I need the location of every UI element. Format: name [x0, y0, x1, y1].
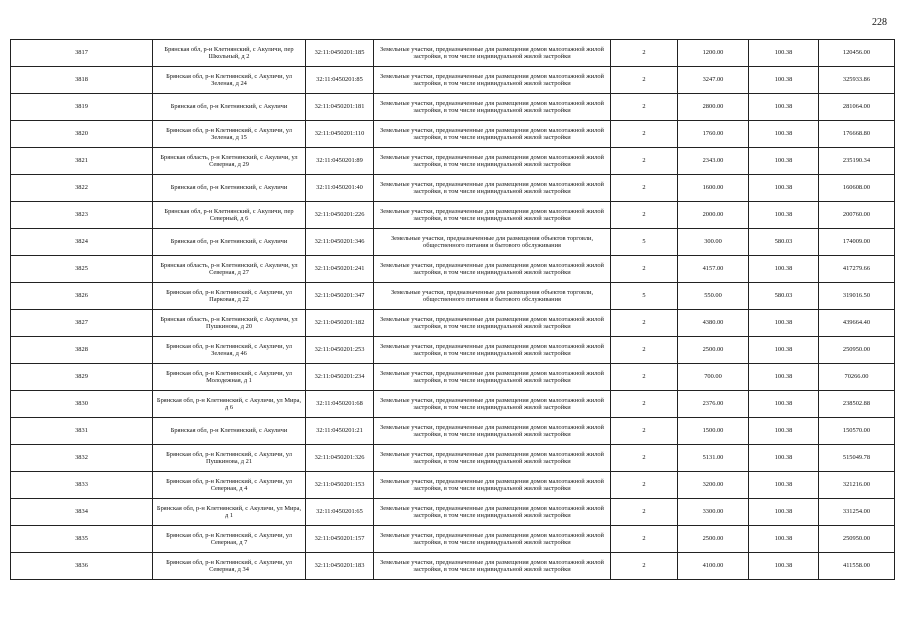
permitted-use-cell: Земельные участки, предназначенные для размещения домов малоэтажной жилой застройки, в том числе индивидуальной жилой застройки	[374, 364, 611, 391]
table-row	[11, 94, 895, 121]
area-cell: 1200.00	[678, 40, 749, 67]
category-cell: 5	[611, 229, 678, 256]
cadastral-number-cell: 32:11:0450201:182	[306, 310, 374, 337]
specific-value-cell: 100.38	[749, 256, 819, 283]
area-cell: 300.00	[678, 229, 749, 256]
category-cell: 2	[611, 175, 678, 202]
category-cell: 2	[611, 445, 678, 472]
table-row	[11, 283, 895, 310]
table-row	[11, 148, 895, 175]
row-number: 3824	[11, 229, 153, 256]
specific-value-cell: 100.38	[749, 337, 819, 364]
table-row	[11, 40, 895, 67]
row-number: 3822	[11, 175, 153, 202]
row-number: 3817	[11, 40, 153, 67]
cadastral-value-cell: 250950.00	[819, 526, 895, 553]
category-cell: 2	[611, 364, 678, 391]
cadastral-value-cell: 439664.40	[819, 310, 895, 337]
cadastral-number-cell: 32:11:0450201:65	[306, 499, 374, 526]
cadastral-number-cell: 32:11:0450201:40	[306, 175, 374, 202]
row-number: 3836	[11, 553, 153, 580]
cadastral-value-table	[10, 39, 895, 580]
area-cell: 700.00	[678, 364, 749, 391]
cadastral-value-cell: 319016.50	[819, 283, 895, 310]
category-cell: 2	[611, 553, 678, 580]
specific-value-cell: 100.38	[749, 202, 819, 229]
specific-value-cell: 100.38	[749, 310, 819, 337]
cadastral-value-cell: 281064.00	[819, 94, 895, 121]
cadastral-number-cell: 32:11:0450201:226	[306, 202, 374, 229]
row-number: 3823	[11, 202, 153, 229]
table-body	[11, 40, 895, 580]
address-cell: Брянская область, р-н Клетнянский, с Акуличи, ул Северная, д 29	[153, 148, 306, 175]
area-cell: 1760.00	[678, 121, 749, 148]
address-cell: Брянская обл, р-н Клетнянский, с Акуличи	[153, 175, 306, 202]
address-cell: Брянская обл, р-н Клетнянский, с Акуличи, пер Северный, д 6	[153, 202, 306, 229]
table-row	[11, 175, 895, 202]
area-cell: 3300.00	[678, 499, 749, 526]
address-cell: Брянская обл, р-н Клетнянский, с Акуличи, ул Пушкинова, д 21	[153, 445, 306, 472]
row-number: 3819	[11, 94, 153, 121]
table-row	[11, 337, 895, 364]
cadastral-value-cell: 120456.00	[819, 40, 895, 67]
table-row	[11, 310, 895, 337]
address-cell: Брянская обл, р-н Клетнянский, с Акуличи, ул Молодежная, д 1	[153, 364, 306, 391]
row-number: 3831	[11, 418, 153, 445]
row-number: 3832	[11, 445, 153, 472]
specific-value-cell: 100.38	[749, 499, 819, 526]
address-cell: Брянская обл, р-н Клетнянский, с Акуличи, ул Парковая, д 22	[153, 283, 306, 310]
table-row	[11, 526, 895, 553]
cadastral-number-cell: 32:11:0450201:85	[306, 67, 374, 94]
cadastral-number-cell: 32:11:0450201:241	[306, 256, 374, 283]
category-cell: 2	[611, 391, 678, 418]
address-cell: Брянская обл, р-н Клетнянский, с Акуличи, ул Зеленая, д 15	[153, 121, 306, 148]
permitted-use-cell: Земельные участки, предназначенные для размещения домов малоэтажной жилой застройки, в том числе индивидуальной жилой застройки	[374, 94, 611, 121]
permitted-use-cell: Земельные участки, предназначенные для размещения домов малоэтажной жилой застройки, в том числе индивидуальной жилой застройки	[374, 499, 611, 526]
cadastral-value-cell: 515049.78	[819, 445, 895, 472]
table-row	[11, 499, 895, 526]
cadastral-number-cell: 32:11:0450201:181	[306, 94, 374, 121]
table-row	[11, 67, 895, 94]
cadastral-value-cell: 150570.00	[819, 418, 895, 445]
specific-value-cell: 580.03	[749, 283, 819, 310]
area-cell: 2376.00	[678, 391, 749, 418]
category-cell: 2	[611, 67, 678, 94]
cadastral-value-cell: 325933.86	[819, 67, 895, 94]
area-cell: 4157.00	[678, 256, 749, 283]
area-cell: 2000.00	[678, 202, 749, 229]
cadastral-value-cell: 331254.00	[819, 499, 895, 526]
row-number: 3835	[11, 526, 153, 553]
row-number: 3818	[11, 67, 153, 94]
cadastral-number-cell: 32:11:0450201:253	[306, 337, 374, 364]
row-number: 3830	[11, 391, 153, 418]
address-cell: Брянская обл, р-н Клетнянский, с Акуличи	[153, 94, 306, 121]
cadastral-number-cell: 32:11:0450201:183	[306, 553, 374, 580]
specific-value-cell: 100.38	[749, 40, 819, 67]
cadastral-number-cell: 32:11:0450201:110	[306, 121, 374, 148]
permitted-use-cell: Земельные участки, предназначенные для размещения домов малоэтажной жилой застройки, в том числе индивидуальной жилой застройки	[374, 472, 611, 499]
area-cell: 2500.00	[678, 526, 749, 553]
address-cell: Брянская обл, р-н Клетнянский, с Акуличи, ул Мира, д 1	[153, 499, 306, 526]
specific-value-cell: 100.38	[749, 553, 819, 580]
row-number: 3833	[11, 472, 153, 499]
cadastral-number-cell: 32:11:0450201:153	[306, 472, 374, 499]
specific-value-cell: 100.38	[749, 121, 819, 148]
table-row	[11, 256, 895, 283]
table-row	[11, 391, 895, 418]
specific-value-cell: 100.38	[749, 445, 819, 472]
permitted-use-cell: Земельные участки, предназначенные для размещения домов малоэтажной жилой застройки, в том числе индивидуальной жилой застройки	[374, 40, 611, 67]
permitted-use-cell: Земельные участки, предназначенные для размещения объектов торговли, общественного питания и бытового обслуживания	[374, 283, 611, 310]
area-cell: 4100.00	[678, 553, 749, 580]
cadastral-value-cell: 411558.00	[819, 553, 895, 580]
address-cell: Брянская обл, р-н Клетнянский, с Акуличи, ул Северная, д 34	[153, 553, 306, 580]
table-row	[11, 121, 895, 148]
address-cell: Брянская обл, р-н Клетнянский, с Акуличи, ул Зеленая, д 24	[153, 67, 306, 94]
category-cell: 2	[611, 499, 678, 526]
specific-value-cell: 100.38	[749, 175, 819, 202]
category-cell: 2	[611, 337, 678, 364]
cadastral-value-cell: 200760.00	[819, 202, 895, 229]
permitted-use-cell: Земельные участки, предназначенные для размещения домов малоэтажной жилой застройки, в том числе индивидуальной жилой застройки	[374, 148, 611, 175]
category-cell: 5	[611, 283, 678, 310]
specific-value-cell: 100.38	[749, 67, 819, 94]
table-row	[11, 202, 895, 229]
permitted-use-cell: Земельные участки, предназначенные для размещения домов малоэтажной жилой застройки, в том числе индивидуальной жилой застройки	[374, 175, 611, 202]
area-cell: 4380.00	[678, 310, 749, 337]
cadastral-number-cell: 32:11:0450201:346	[306, 229, 374, 256]
permitted-use-cell: Земельные участки, предназначенные для размещения домов малоэтажной жилой застройки, в том числе индивидуальной жилой застройки	[374, 202, 611, 229]
specific-value-cell: 100.38	[749, 418, 819, 445]
table-row	[11, 445, 895, 472]
permitted-use-cell: Земельные участки, предназначенные для размещения домов малоэтажной жилой застройки, в том числе индивидуальной жилой застройки	[374, 553, 611, 580]
permitted-use-cell: Земельные участки, предназначенные для размещения домов малоэтажной жилой застройки, в том числе индивидуальной жилой застройки	[374, 256, 611, 283]
category-cell: 2	[611, 310, 678, 337]
area-cell: 3200.00	[678, 472, 749, 499]
specific-value-cell: 100.38	[749, 148, 819, 175]
permitted-use-cell: Земельные участки, предназначенные для размещения домов малоэтажной жилой застройки, в том числе индивидуальной жилой застройки	[374, 121, 611, 148]
cadastral-number-cell: 32:11:0450201:157	[306, 526, 374, 553]
permitted-use-cell: Земельные участки, предназначенные для размещения домов малоэтажной жилой застройки, в том числе индивидуальной жилой застройки	[374, 445, 611, 472]
row-number: 3829	[11, 364, 153, 391]
cadastral-value-cell: 250950.00	[819, 337, 895, 364]
category-cell: 2	[611, 256, 678, 283]
cadastral-value-cell: 238502.88	[819, 391, 895, 418]
table-row	[11, 472, 895, 499]
category-cell: 2	[611, 121, 678, 148]
cadastral-value-cell: 417279.66	[819, 256, 895, 283]
address-cell: Брянская обл, р-н Клетнянский, с Акуличи	[153, 418, 306, 445]
area-cell: 3247.00	[678, 67, 749, 94]
specific-value-cell: 100.38	[749, 364, 819, 391]
address-cell: Брянская область, р-н Клетнянский, с Акуличи, ул Пушкинова, д 20	[153, 310, 306, 337]
address-cell: Брянская обл, р-н Клетнянский, с Акуличи, ул Зеленая, д 46	[153, 337, 306, 364]
cadastral-number-cell: 32:11:0450201:185	[306, 40, 374, 67]
permitted-use-cell: Земельные участки, предназначенные для размещения домов малоэтажной жилой застройки, в том числе индивидуальной жилой застройки	[374, 418, 611, 445]
area-cell: 5131.00	[678, 445, 749, 472]
row-number: 3827	[11, 310, 153, 337]
address-cell: Брянская обл, р-н Клетнянский, с Акуличи, ул Мира, д 6	[153, 391, 306, 418]
area-cell: 2343.00	[678, 148, 749, 175]
category-cell: 2	[611, 472, 678, 499]
category-cell: 2	[611, 418, 678, 445]
cadastral-value-cell: 160608.00	[819, 175, 895, 202]
row-number: 3821	[11, 148, 153, 175]
row-number: 3834	[11, 499, 153, 526]
specific-value-cell: 100.38	[749, 391, 819, 418]
area-cell: 550.00	[678, 283, 749, 310]
address-cell: Брянская обл, р-н Клетнянский, с Акуличи, ул Северная, д 7	[153, 526, 306, 553]
area-cell: 1500.00	[678, 418, 749, 445]
specific-value-cell: 580.03	[749, 229, 819, 256]
table-row	[11, 418, 895, 445]
cadastral-number-cell: 32:11:0450201:21	[306, 418, 374, 445]
category-cell: 2	[611, 202, 678, 229]
category-cell: 2	[611, 148, 678, 175]
address-cell: Брянская обл, р-н Клетнянский, с Акуличи, пер Школьный, д 2	[153, 40, 306, 67]
permitted-use-cell: Земельные участки, предназначенные для размещения домов малоэтажной жилой застройки, в том числе индивидуальной жилой застройки	[374, 391, 611, 418]
category-cell: 2	[611, 40, 678, 67]
permitted-use-cell: Земельные участки, предназначенные для размещения домов малоэтажной жилой застройки, в том числе индивидуальной жилой застройки	[374, 310, 611, 337]
cadastral-value-cell: 70266.00	[819, 364, 895, 391]
permitted-use-cell: Земельные участки, предназначенные для размещения домов малоэтажной жилой застройки, в том числе индивидуальной жилой застройки	[374, 337, 611, 364]
row-number: 3828	[11, 337, 153, 364]
specific-value-cell: 100.38	[749, 472, 819, 499]
address-cell: Брянская обл, р-н Клетнянский, с Акуличи, ул Северная, д 4	[153, 472, 306, 499]
specific-value-cell: 100.38	[749, 94, 819, 121]
row-number: 3825	[11, 256, 153, 283]
row-number: 3826	[11, 283, 153, 310]
category-cell: 2	[611, 94, 678, 121]
area-cell: 2500.00	[678, 337, 749, 364]
cadastral-number-cell: 32:11:0450201:234	[306, 364, 374, 391]
permitted-use-cell: Земельные участки, предназначенные для размещения объектов торговли, общественного питания и бытового обслуживания	[374, 229, 611, 256]
cadastral-number-cell: 32:11:0450201:347	[306, 283, 374, 310]
table-row	[11, 364, 895, 391]
specific-value-cell: 100.38	[749, 526, 819, 553]
cadastral-value-cell: 235190.34	[819, 148, 895, 175]
permitted-use-cell: Земельные участки, предназначенные для размещения домов малоэтажной жилой застройки, в том числе индивидуальной жилой застройки	[374, 67, 611, 94]
address-cell: Брянская область, р-н Клетнянский, с Акуличи, ул Северная, д 27	[153, 256, 306, 283]
area-cell: 2800.00	[678, 94, 749, 121]
row-number: 3820	[11, 121, 153, 148]
address-cell: Брянская обл, р-н Клетнянский, с Акуличи	[153, 229, 306, 256]
cadastral-value-cell: 176668.80	[819, 121, 895, 148]
cadastral-value-cell: 174009.00	[819, 229, 895, 256]
area-cell: 1600.00	[678, 175, 749, 202]
permitted-use-cell: Земельные участки, предназначенные для размещения домов малоэтажной жилой застройки, в том числе индивидуальной жилой застройки	[374, 526, 611, 553]
table-row	[11, 229, 895, 256]
category-cell: 2	[611, 526, 678, 553]
cadastral-value-cell: 321216.00	[819, 472, 895, 499]
cadastral-number-cell: 32:11:0450201:68	[306, 391, 374, 418]
table-row	[11, 553, 895, 580]
cadastral-number-cell: 32:11:0450201:326	[306, 445, 374, 472]
cadastral-number-cell: 32:11:0450201:89	[306, 148, 374, 175]
page-number: 228	[872, 17, 887, 28]
